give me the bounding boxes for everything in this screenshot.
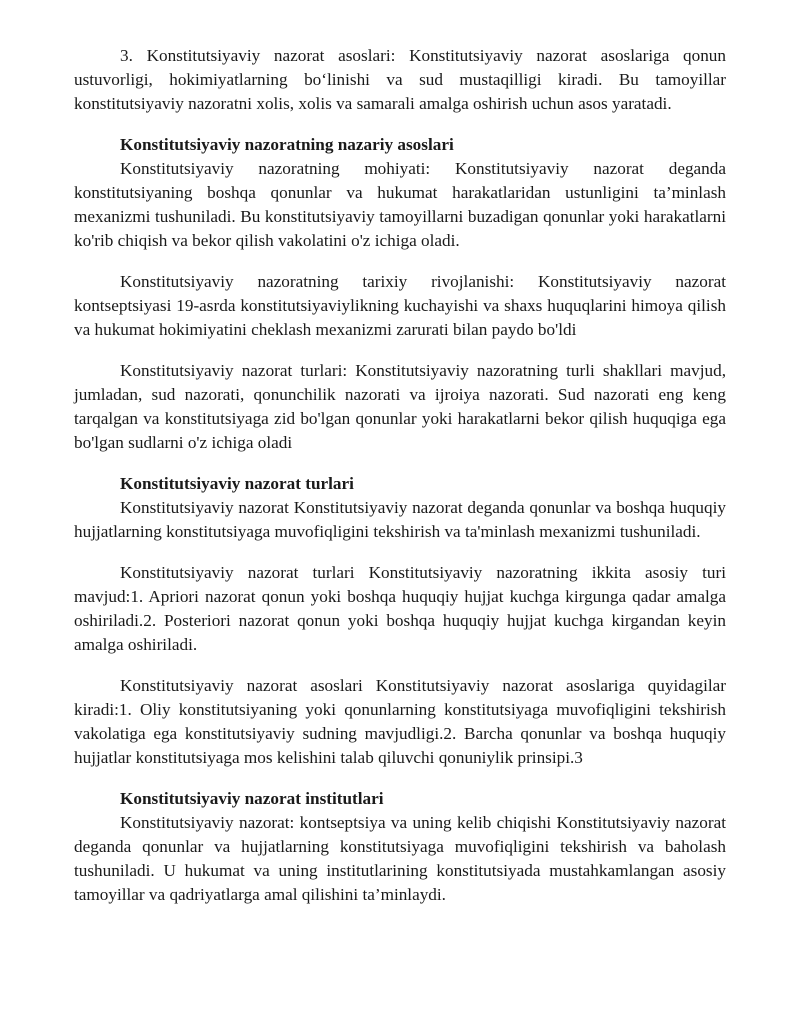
paragraph-gap [74,116,726,133]
heading-control-institutions: Konstitutsiyaviy nazorat institutlari [120,789,384,808]
paragraph-gap [74,253,726,270]
paragraph-gap [74,544,726,561]
paragraph-control-forms: Konstitutsiyaviy nazorat turlari: Konstitutsiyaviy nazoratning turli shakllari mavjud, jumladan, sud nazorati, qonunchilik nazorati va ijroiya nazorati. Sud nazorati eng keng tarqalgan va konstitutsiyaga zid bo'lgan qonunlar yoki harakatlarni bekor qilish huquqiga ega bo'lgan sudlarni o'z ichiga oladi [74,361,726,452]
document-page [74,44,726,907]
paragraph-gap [74,657,726,674]
paragraph-gap [74,455,726,472]
paragraph-historical-development: Konstitutsiyaviy nazoratning tarixiy rivojlanishi: Konstitutsiyaviy nazorat kontseptsiyasi 19-asrda konstitutsiyaviylikning kuchayishi va shaxs huquqlarini himoya qilish va hukumat hokimiyatini cheklash mexanizmi zarurati bilan paydo bo'ldi [74,272,726,339]
paragraph-two-types: Konstitutsiyaviy nazorat turlari Konstitutsiyaviy nazoratning ikkita asosiy turi mavjud:1. Apriori nazorat qonun yoki boshqa huquqiy hujjat kuchga kirgunga qadar amalga oshiriladi.2. Posteriori nazorat qonun yoki boshqa huquqiy hujjat kuchga kirgandan keyin amalga oshiriladi. [74,563,726,654]
paragraph-essence: Konstitutsiyaviy nazoratning mohiyati: Konstitutsiyaviy nazorat deganda konstitutsiyaning boshqa qonunlar va hukumat harakatlaridan ustunligini ta’minlash mexanizmi tushuniladi. Bu konstitutsiyaviy tamoyillarni buzadigan qonunlar yoki harakatlarni ko'rib chiqish va bekor qilish vakolatini o'z ichiga oladi. [74,159,726,250]
paragraph-foundations-list: Konstitutsiyaviy nazorat asoslari Konstitutsiyaviy nazorat asoslariga quyidagilar kiradi:1. Oliy konstitutsiyaning yoki qonunlarning konstitutsiyaga muvofiqligini tekshirish vakolatiga ega konstitutsiyaviy sudning mavjudligi.2. Barcha qonunlar va boshqa huquqiy hujjatlar konstitutsiyaga mos kelishini talab qiluvchi qonuniylik prinsipi.3 [74,676,726,767]
paragraph-gap [74,770,726,787]
heading-theoretical-foundations: Konstitutsiyaviy nazoratning nazariy asoslari [120,135,454,154]
heading-control-types: Konstitutsiyaviy nazorat turlari [120,474,354,493]
paragraph-principles: 3. Konstitutsiyaviy nazorat asoslari: Konstitutsiyaviy nazorat asoslariga qonun ustuvorligi, hokimiyatlarning bo‘linishi va sud mustaqilligi kiradi. Bu tamoyillar konstitutsiyaviy nazoratni xolis, xolis va samarali amalga oshirish uchun asos yaratadi. [74,46,726,113]
paragraph-gap [74,342,726,359]
paragraph-definition: Konstitutsiyaviy nazorat Konstitutsiyaviy nazorat deganda qonunlar va boshqa huquqiy hujjatlarning konstitutsiyaga muvofiqligini tekshirish va ta'minlash mexanizmi tushuniladi. [74,498,726,541]
paragraph-concept-origin: Konstitutsiyaviy nazorat: kontseptsiya va uning kelib chiqishi Konstitutsiyaviy nazorat deganda qonunlar va hujjatlarning konstitutsiyaga muvofiqligini tekshirish va baholash tushuniladi. U hukumat va uning institutlarining konstitutsiyada mustahkamlangan asosiy tamoyillar va qadriyatlarga amal qilishini ta’minlaydi. [74,813,726,904]
